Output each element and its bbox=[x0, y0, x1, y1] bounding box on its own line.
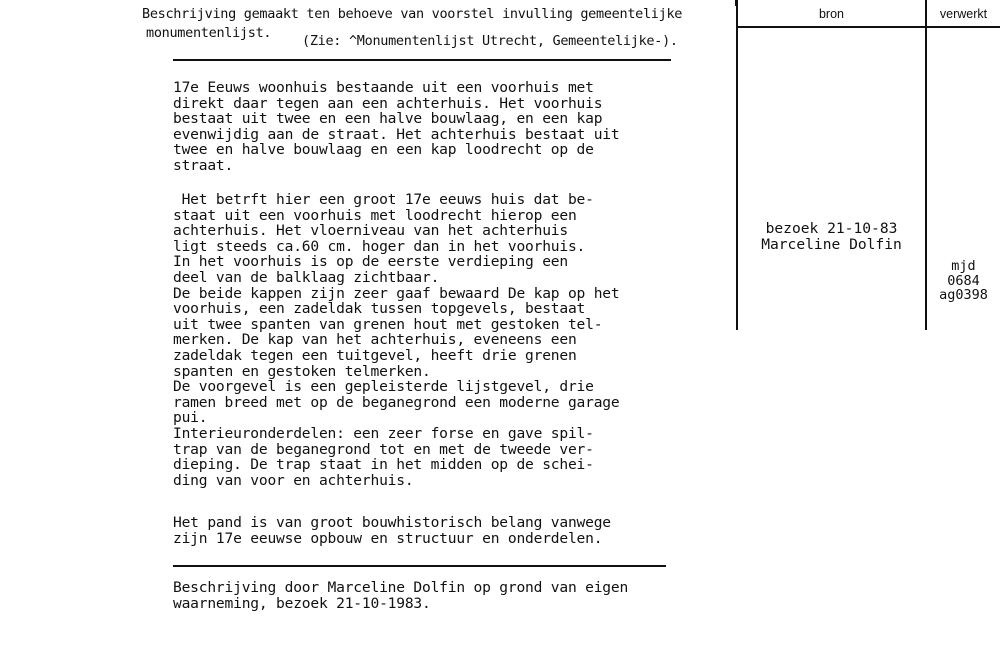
header-subtitle-line: monumentenlijst. bbox=[146, 25, 272, 41]
description-paragraph-1: 17e Eeuws woonhuis bestaande uit een voorhuis met direkt daar tegen aan een achterhuis. Het voorhuis bestaat uit twee en een halve bouwlaag, en een kap evenwijdig aan de straat. Het achterhuis bestaat uit twee en halve bouwlaag en een kap loodrecht op de straat. bbox=[173, 79, 620, 174]
column-header-verwerkt: verwerkt bbox=[939, 7, 988, 21]
top-divider bbox=[173, 59, 671, 61]
author-note: Beschrijving door Marceline Dolfin op grond van eigen waarneming, bezoek 21-10-1983. bbox=[173, 579, 629, 612]
column-header-bron: bron bbox=[818, 7, 845, 21]
bron-entry: bezoek 21-10-83 Marceline Dolfin bbox=[761, 220, 902, 253]
header-title-line: Beschrijving gemaakt ten behoeve van voorstel invulling gemeentelijke bbox=[142, 6, 683, 22]
bottom-divider bbox=[173, 565, 666, 567]
table-header-rule bbox=[737, 26, 1000, 28]
description-paragraph-3: Het pand is van groot bouwhistorisch belang vanwege zijn 17e eeuwse opbouw en structuur en onderdelen. bbox=[173, 514, 611, 547]
header-reference: (Zie: ^Monumentenlijst Utrecht, Gemeentelijke-). bbox=[302, 33, 678, 49]
verwerkt-entry: mjd 0684 ag0398 bbox=[939, 258, 988, 303]
description-paragraph-2: Het betrft hier een groot 17e eeuws huis dat be- staat uit een voorhuis met loodrecht hierop een achterhuis. Het vloerniveau van het achterhuis ligt steeds ca.60 cm. hoger dan in het voorhuis. In het voorhuis is op de eerste verdieping een deel van de balklaag zichtbaar. De beide kappen zijn zeer gaaf bewaard De kap op het voorhuis, een zadeldak tussen topgevels, bestaat uit twee spanten van grenen hout met gestoken tel- merken. De kap van het achterhuis, eveneens een zadeldak tegen een tuitgevel, heeft drie grenen spanten en gestoken telmerken. De voorgevel is een gepleisterde lijstgevel, drie ramen breed met op de beganegrond een moderne garage pui. Interieuronderdelen: een zeer forse en gave spil- trap van de beganegrond tot en met de tweede ver- dieping. De trap staat in het midden op de schei- ding van voor en achterhuis. bbox=[173, 191, 620, 489]
table-left-border bbox=[736, 0, 738, 330]
